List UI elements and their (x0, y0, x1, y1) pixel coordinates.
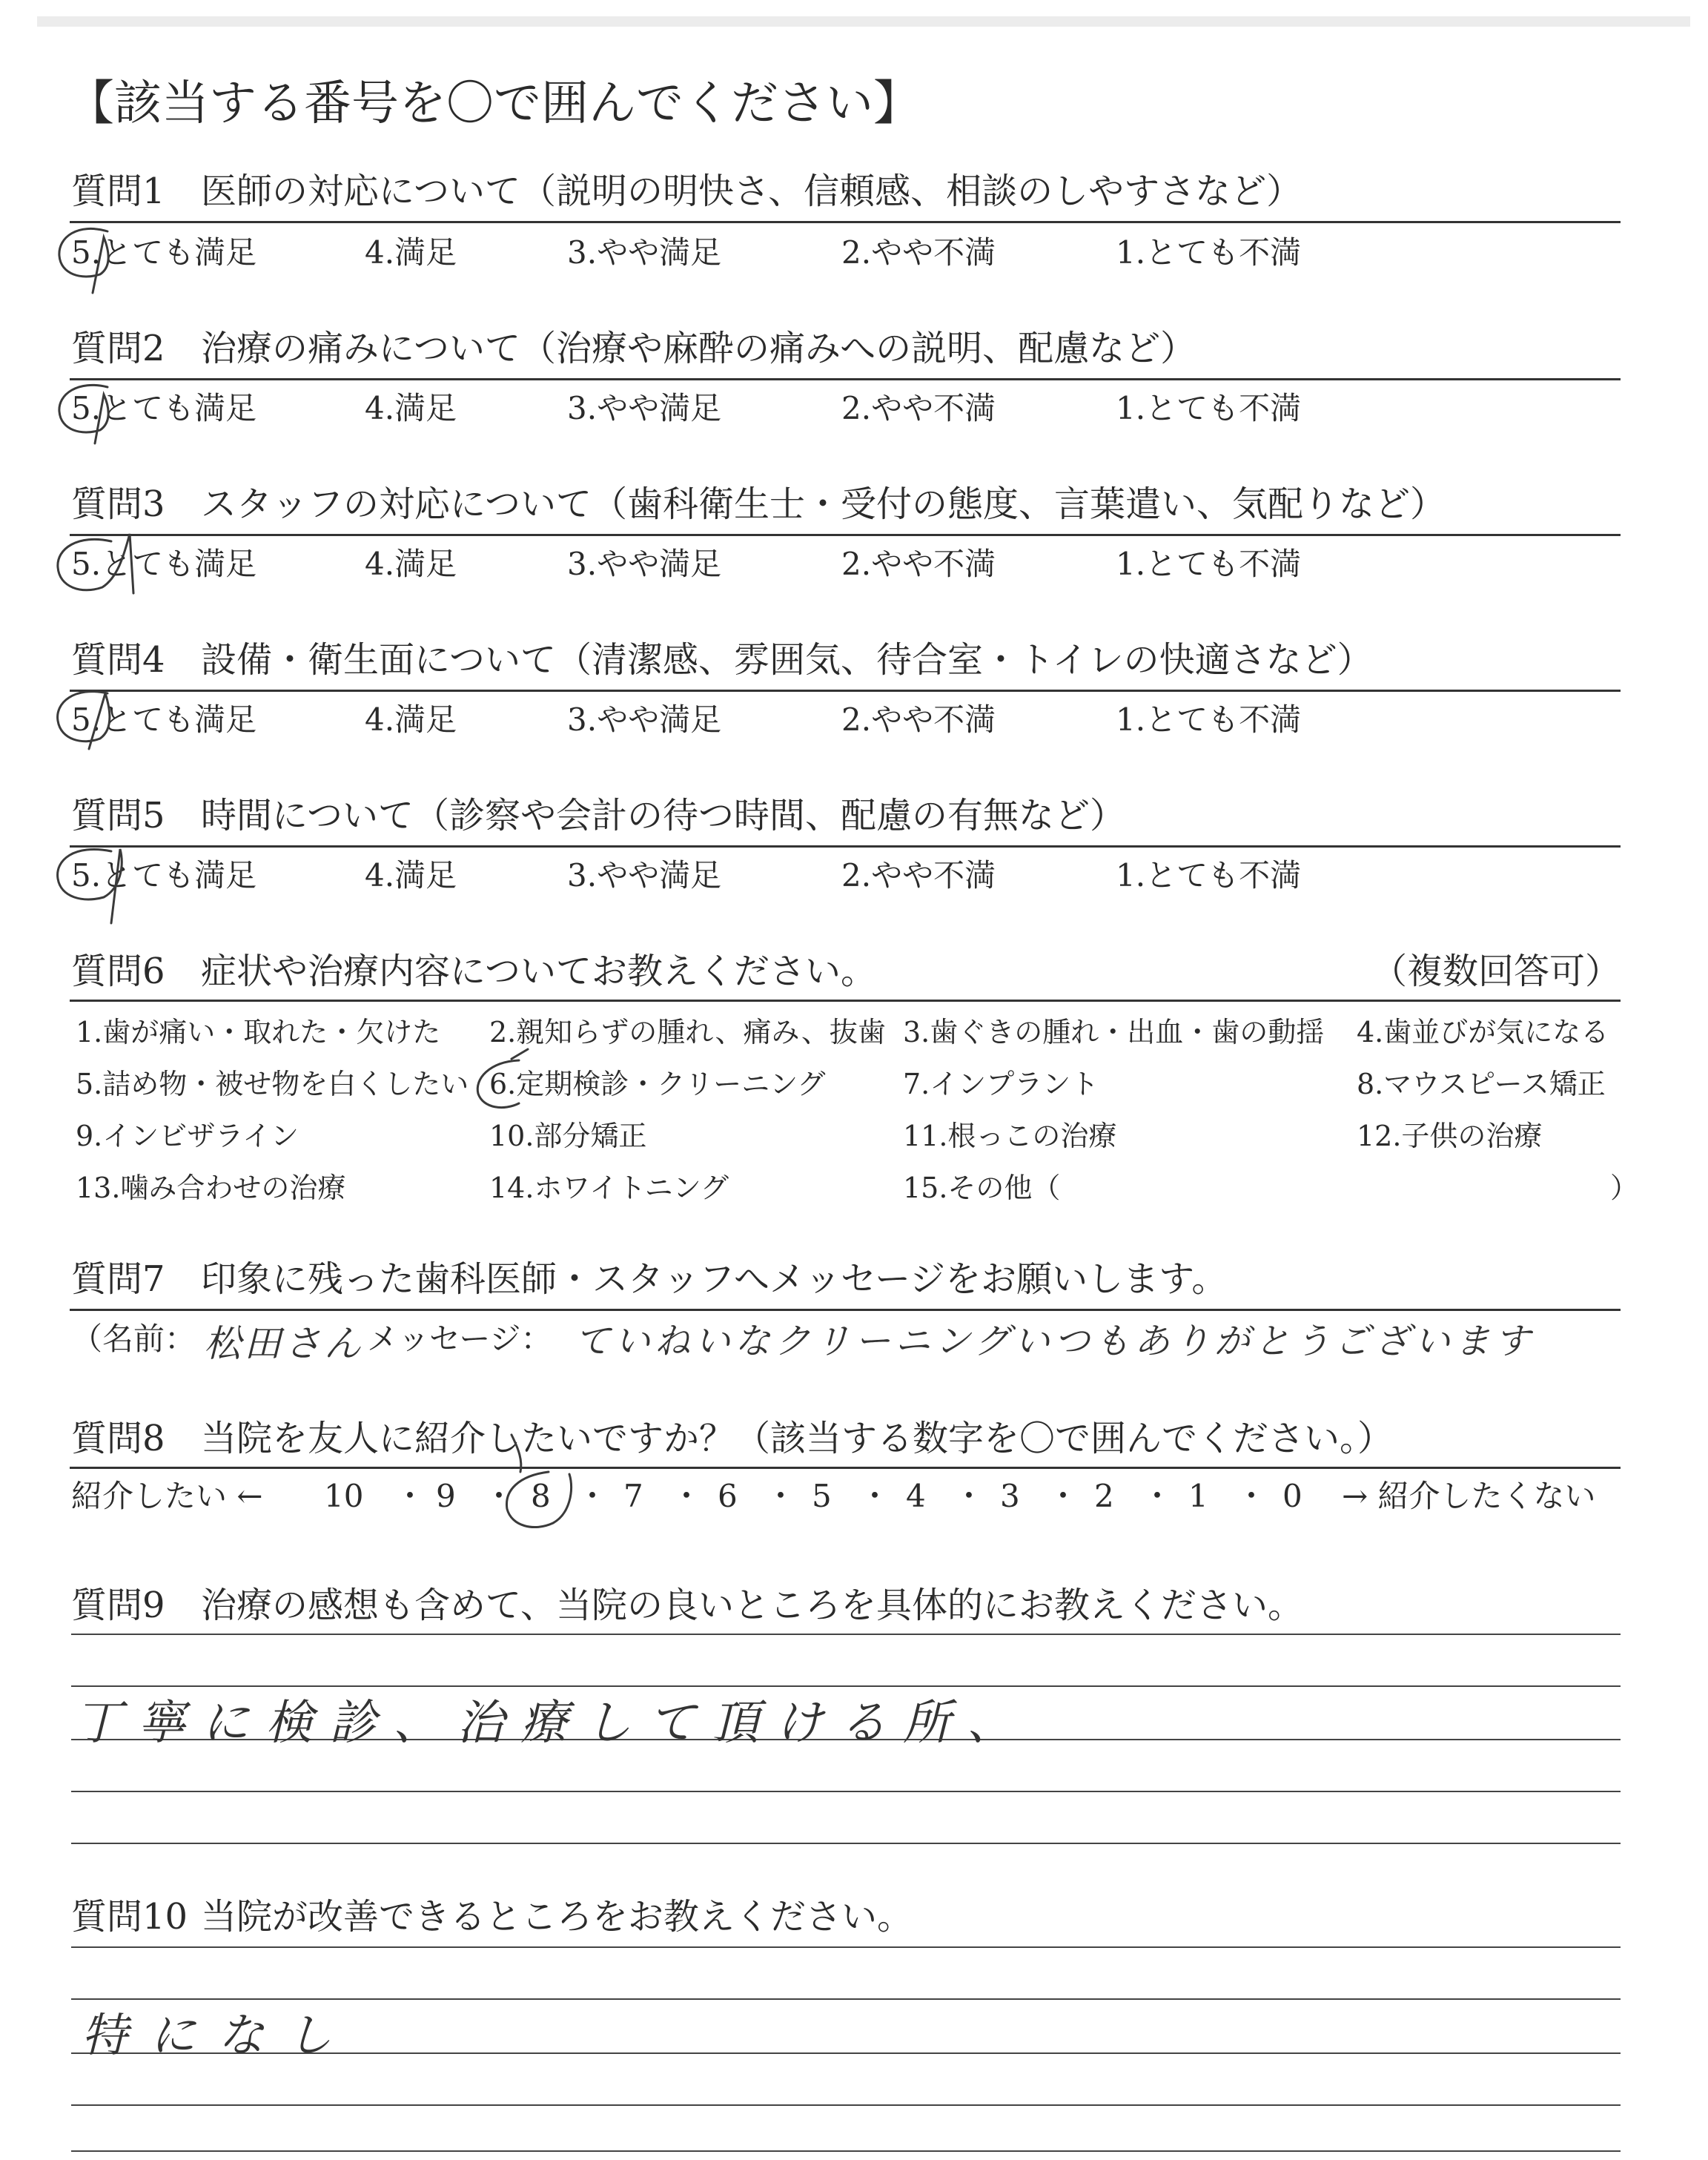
q6-item-14[interactable]: 14.ホワイトニング (489, 1172, 729, 1204)
question-rule (70, 845, 1621, 848)
scale-1[interactable]: 1 (1188, 1478, 1208, 1514)
q6-item-4[interactable]: 4.歯並びが気になる (1357, 1016, 1609, 1048)
scan-top-edge (37, 16, 1690, 27)
option-3[interactable]: 3.やや満足 (567, 234, 722, 271)
question-heading (71, 1895, 913, 1939)
option-1[interactable]: 1.とても不満 (1116, 701, 1302, 738)
scale-separator: ・ (671, 1478, 703, 1514)
q6-item-3[interactable]: 3.歯ぐきの腫れ・出血・歯の動揺 (903, 1016, 1325, 1048)
scale-7[interactable]: 7 (623, 1478, 643, 1514)
question-heading (71, 638, 1373, 682)
q6-item-13[interactable]: 13.噛み合わせの治療 (76, 1172, 346, 1204)
answer-line (71, 1843, 1621, 1844)
scale-separator: ・ (953, 1478, 985, 1514)
question-rule (70, 221, 1621, 223)
question-heading (71, 482, 1446, 526)
answer-line (71, 1634, 1621, 1635)
question-text: 治療の痛みについて（治療や麻酔の痛みへの説明、配慮など） (201, 328, 1196, 369)
q6-item-9[interactable]: 9.インビザライン (76, 1120, 299, 1152)
option-3[interactable]: 3.やや満足 (567, 701, 722, 738)
option-4[interactable]: 4.満足 (365, 546, 457, 582)
handwritten-name[interactable]: 松田さん (204, 1322, 364, 1365)
recommend-left-label: 紹介したい ← (71, 1478, 263, 1514)
option-2[interactable]: 2.やや不満 (841, 857, 996, 894)
scale-5[interactable]: 5 (812, 1478, 832, 1514)
question-number: 質問3 (71, 483, 165, 525)
q6-item-5[interactable]: 5.詰め物・被せ物を白くしたい (76, 1068, 469, 1100)
option-2[interactable]: 2.やや不満 (841, 234, 996, 271)
q6-item-15[interactable]: 15.その他（ (903, 1172, 1061, 1204)
answer-line (71, 2150, 1621, 2152)
question-rule (70, 1000, 1621, 1002)
answer-line (71, 2104, 1621, 2106)
q6-item-1[interactable]: 1.歯が痛い・取れた・欠けた (76, 1016, 441, 1048)
option-4[interactable]: 4.満足 (365, 234, 457, 271)
q6-other-close-paren: ） (1610, 1172, 1639, 1204)
question-text: 治療の感想も含めて、当院の良いところを具体的にお教えください。 (201, 1585, 1304, 1626)
scale-4[interactable]: 4 (906, 1478, 926, 1514)
scale-separator: ・ (1236, 1478, 1268, 1514)
scale-2[interactable]: 2 (1094, 1478, 1114, 1514)
question-rule (70, 534, 1621, 536)
option-2[interactable]: 2.やや不満 (841, 701, 996, 738)
q6-item-2[interactable]: 2.親知らずの腫れ、痛み、抜歯 (489, 1016, 886, 1048)
q6-item-8[interactable]: 8.マウスピース矯正 (1357, 1068, 1606, 1100)
question-number: 質問1 (71, 171, 165, 212)
option-3[interactable]: 3.やや満足 (567, 546, 722, 582)
option-3[interactable]: 3.やや満足 (567, 857, 722, 894)
question-heading (71, 793, 1125, 838)
q6-item-10[interactable]: 10.部分矯正 (489, 1120, 647, 1152)
question-number: 質問5 (71, 795, 165, 836)
scale-8[interactable]: 8 (531, 1478, 551, 1514)
option-5[interactable]: 5.とても満足 (71, 390, 257, 426)
question-number: 質問7 (71, 1258, 165, 1300)
question-number: 質問6 (71, 951, 165, 992)
answer-line (71, 1791, 1621, 1792)
answer-line (71, 1946, 1621, 1948)
option-4[interactable]: 4.満足 (365, 701, 457, 738)
option-1[interactable]: 1.とても不満 (1116, 546, 1302, 582)
scale-separator: ・ (765, 1478, 797, 1514)
question-number: 質問8 (71, 1418, 165, 1459)
question-number: 質問9 (71, 1585, 165, 1626)
option-2[interactable]: 2.やや不満 (841, 546, 996, 582)
question-rule (70, 1309, 1621, 1311)
option-5[interactable]: 5.とても満足 (71, 546, 257, 582)
handwritten-answer[interactable]: 丁寧に検診、治療して頂ける所、 (74, 1696, 1030, 1751)
question-heading (71, 169, 1302, 214)
scale-9[interactable]: 9 (436, 1478, 456, 1514)
question-text: 設備・衛生面について（清潔感、雰囲気、待合室・トイレの快適さなど） (201, 639, 1373, 681)
page-title: 【該当する番号を〇で囲んでください】 (67, 76, 921, 131)
question-heading (71, 326, 1196, 371)
option-1[interactable]: 1.とても不満 (1116, 390, 1302, 426)
q6-item-11[interactable]: 11.根っこの治療 (903, 1120, 1117, 1152)
question-rule (70, 1467, 1621, 1469)
scale-separator: ・ (394, 1478, 426, 1514)
q6-item-6[interactable]: 6.定期検診・クリーニング (489, 1068, 826, 1100)
question-text: 当院が改善できるところをお教えください。 (201, 1896, 913, 1938)
question-number: 質問2 (71, 328, 165, 369)
question-text: 時間について（診察や会計の待つ時間、配慮の有無など） (201, 795, 1126, 836)
question-heading (71, 1416, 1393, 1461)
option-4[interactable]: 4.満足 (365, 857, 457, 894)
q6-item-12[interactable]: 12.子供の治療 (1357, 1120, 1543, 1152)
question-text: スタッフの対応について（歯科衛生士・受付の態度、言葉遣い、気配りなど） (201, 483, 1446, 525)
option-2[interactable]: 2.やや不満 (841, 390, 996, 426)
question-rule (70, 378, 1621, 380)
scale-0[interactable]: 0 (1282, 1478, 1302, 1514)
option-5[interactable]: 5.とても満足 (71, 234, 257, 271)
scale-separator: ・ (483, 1478, 515, 1514)
question-heading (71, 949, 876, 994)
scale-separator: ・ (1047, 1478, 1079, 1514)
name-label: （名前： (71, 1321, 196, 1357)
option-5[interactable]: 5.とても満足 (71, 857, 257, 894)
handwritten-message[interactable]: ていねいなクリーニングいつもありがとうございます (575, 1321, 1535, 1362)
question-text: 印象に残った歯科医師・スタッフへメッセージをお願いします。 (201, 1258, 1228, 1300)
q6-item-7[interactable]: 7.インプラント (903, 1068, 1099, 1100)
handwritten-answer[interactable]: 特になし (82, 2008, 355, 2062)
question-number: 質問10 (71, 1896, 188, 1938)
question-heading (71, 1257, 1227, 1301)
option-1[interactable]: 1.とても不満 (1116, 857, 1302, 894)
recommend-right-label: → 紹介したくない (1342, 1478, 1596, 1514)
message-label: メッセージ： (367, 1321, 552, 1357)
scale-separator: ・ (1142, 1478, 1174, 1514)
question-number: 質問4 (71, 639, 165, 681)
scale-separator: ・ (577, 1478, 609, 1514)
option-4[interactable]: 4.満足 (365, 390, 457, 426)
scale-3[interactable]: 3 (1000, 1478, 1020, 1514)
multiple-answer-note: （複数回答可） (1371, 951, 1621, 992)
question-text: 当院を友人に紹介したいですか？（該当する数字を〇で囲んでください。） (201, 1418, 1394, 1459)
scale-separator: ・ (859, 1478, 891, 1514)
question-heading (71, 1583, 1303, 1628)
scale-10[interactable]: 10 (324, 1478, 364, 1514)
question-text: 医師の対応について（説明の明快さ、信頼感、相談のしやすさなど） (201, 171, 1302, 212)
option-5[interactable]: 5.とても満足 (71, 701, 257, 738)
option-1[interactable]: 1.とても不満 (1116, 234, 1302, 271)
scale-6[interactable]: 6 (718, 1478, 738, 1514)
option-3[interactable]: 3.やや満足 (567, 390, 722, 426)
question-text: 症状や治療内容についてお教えください。 (201, 951, 877, 992)
question-rule (70, 690, 1621, 692)
